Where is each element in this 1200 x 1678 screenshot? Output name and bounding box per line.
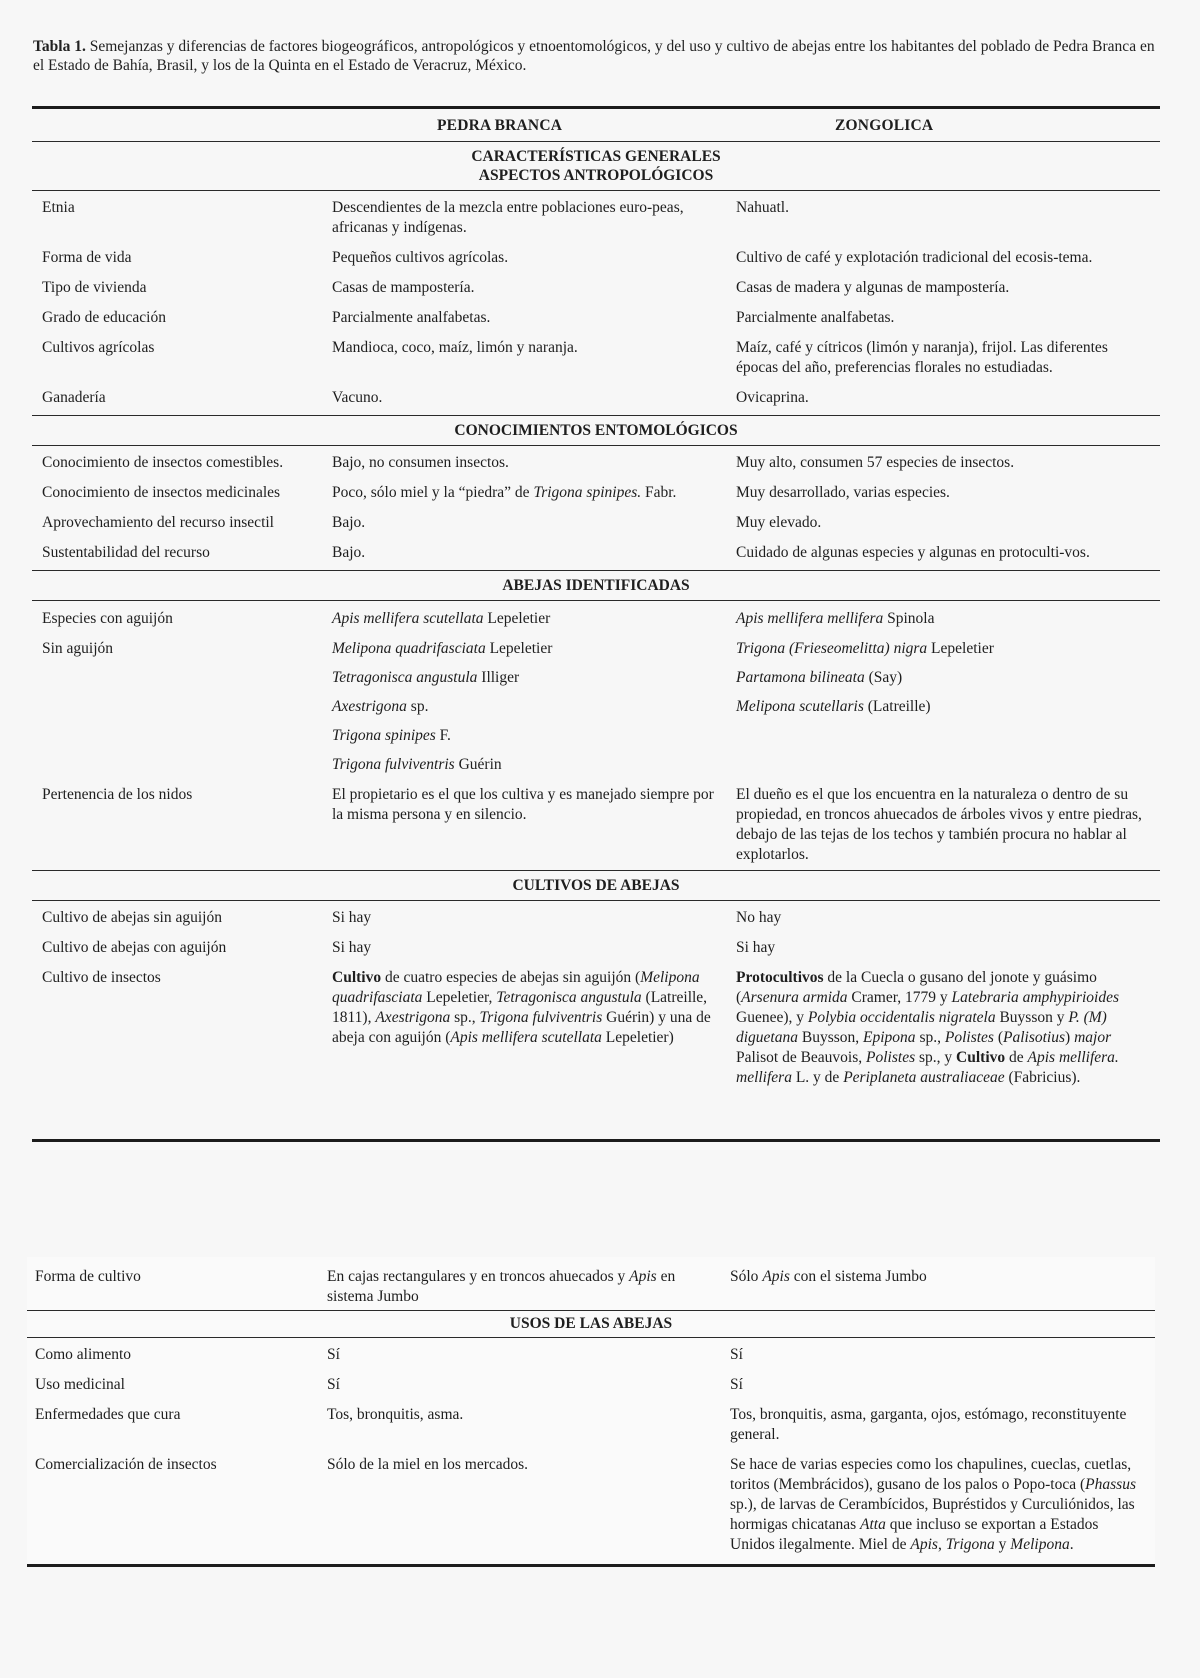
table-row (32, 933, 1160, 963)
species-authority: Guérin (454, 756, 502, 773)
zongolica-cell: Tos, bronquitis, asma, garganta, ojos, estómago, reconstituyente general. (730, 1406, 1127, 1443)
species-name: Arsenura armida (741, 989, 848, 1006)
species-name: Epipona (863, 1029, 916, 1046)
table-row (32, 903, 1160, 933)
pedra-branca-cell: Bajo, no consumen insectos. (332, 454, 509, 471)
cell-text: En cajas rectangulares y en troncos ahuecados y (327, 1268, 630, 1285)
species-name: Periplaneta australiaceae (843, 1069, 1005, 1086)
species-name: Apis mellifera. mellifera (736, 1049, 1119, 1086)
species-name: Polistes (866, 1049, 916, 1066)
pedra-branca-cell (332, 483, 736, 503)
species-name: Trigona fulviventris (332, 756, 455, 773)
pedra-branca-cell: Pequeños cultivos agrícolas. (332, 249, 509, 266)
table-row-nidos (32, 780, 1160, 868)
species-authority: Lepeletier (485, 640, 553, 657)
species-name: Trigona fulviventris (479, 1009, 603, 1026)
zongolica-cell (730, 1455, 1154, 1555)
factor-cell: Etnia (42, 199, 75, 216)
cell-text: Se hace de varias especies como los chapulines, cueclas, cuetlas, toritos (Membrácidos), gusano de los palos o Popo-toca ( (730, 1456, 1132, 1493)
cell-text: sp.), de larvas de Cerambícidos, Bupréstidos y Curculiónidos, las hormigas chicatanas (730, 1496, 1135, 1533)
factor-cell: Cultivos agrícolas (42, 339, 155, 356)
cell-text: de la Cuecla o gusano del jonote y guásimo ( (736, 969, 1097, 1006)
species-name: Apis mellifera scutellata (332, 610, 484, 627)
zongolica-cell: Sí (730, 1376, 743, 1393)
zongolica-cell: Muy elevado. (736, 514, 822, 531)
cell-text: ) (1065, 1029, 1075, 1046)
zongolica-cell: No hay (736, 909, 782, 926)
cell-text: Lepeletier, (422, 989, 497, 1006)
table-row (27, 1400, 1155, 1450)
section-heading-usos: USOS DE LAS ABEJAS (509, 1315, 673, 1332)
pedra-branca-cell: Si hay (332, 909, 372, 926)
cell-text: que incluso se exportan a Estados Unidos ilegalmente. Miel de (730, 1516, 1099, 1553)
zongolica-cell: El dueño es el que los encuentra en la naturaleza o dentro de su propiedad, en troncos ahuecados de árboles vivos y entre piedras, debajo de las tejas de los techos y también procura no hablar al explotarlos. (736, 786, 1142, 863)
pedra-branca-cell: Casas de mampostería. (332, 279, 475, 296)
column-header-pedra-branca: PEDRA BRANCA (437, 117, 563, 134)
species-name: Trigona (945, 1536, 995, 1553)
zongolica-cell: Muy alto, consumen 57 especies de insectos. (736, 454, 1015, 471)
species-name: Trigona spinipes. (533, 484, 642, 501)
pedra-branca-cell (327, 1267, 730, 1307)
section-heading-entomologicos: CONOCIMIENTOS ENTOMOLÓGICOS (454, 422, 738, 439)
section-body-entomologicos (32, 446, 1160, 570)
cell-text: con el sistema Jumbo (789, 1268, 927, 1285)
pedra-branca-cell: Descendientes de la mezcla entre poblaciones euro-peas, africanas y indígenas. (332, 199, 684, 236)
species-name: Partamona bilineata (736, 669, 865, 686)
zongolica-cell: Casas de madera y algunas de mampostería. (736, 279, 1010, 296)
pedra-branca-cell: Mandioca, coco, maíz, limón y naranja. (332, 339, 578, 356)
pedra-branca-cell (332, 668, 736, 688)
species-name: Melipona quadrifasciata (332, 640, 486, 657)
species-name: Tetragonisca angustula (496, 989, 642, 1006)
emphasis-text: Cultivo (956, 1049, 1006, 1066)
zongolica-cell: Sí (730, 1346, 743, 1363)
species-name: Atta (859, 1516, 886, 1533)
species-name: Apis (910, 1536, 938, 1553)
cell-text: (Latreille, 1811), (332, 989, 708, 1026)
section-heading-abejas: ABEJAS IDENTIFICADAS (502, 577, 690, 594)
pedra-branca-cell: Parcialmente analfabetas. (332, 309, 491, 326)
table-row (32, 478, 1160, 508)
zongolica-cell: Si hay (736, 939, 776, 956)
factor-cell: Uso medicinal (35, 1376, 125, 1393)
table-row (27, 1370, 1155, 1400)
cell-text: Palisot de Beauvois, (736, 1049, 867, 1066)
comparison-table-continued (27, 1257, 1155, 1567)
section-heading-cultivos: CULTIVOS DE ABEJAS (512, 877, 680, 894)
caption-text: Semejanzas y diferencias de factores biogeográficos, antropológicos y etnoentomológicos, y del uso y cultivo de abejas entre los habitantes del poblado de Pedra Branca en el Estado de Bahía, Brasil, y los de la Quinta en el Estado de Veracruz, México. (33, 38, 1155, 74)
species-name: Trigona spinipes (332, 727, 436, 744)
table-row-cultivo-insectos (32, 963, 1160, 1093)
zongolica-cell (736, 609, 1160, 629)
species-name: Polybia occidentalis nigratela (807, 1009, 996, 1026)
cell-text: Poco, sólo miel y la “piedra” de (332, 484, 534, 501)
factor-cell: Conocimiento de insectos medicinales (42, 484, 281, 501)
factor-cell (32, 755, 332, 775)
table-caption (33, 37, 1163, 75)
zongolica-cell (736, 968, 1160, 1088)
pedra-branca-cell (332, 968, 736, 1088)
emphasis-text: Protocultivos (736, 969, 824, 986)
table-row-sin-aguijon (32, 664, 1160, 693)
table-row (32, 333, 1160, 383)
table-row-sin-aguijon (32, 751, 1160, 780)
pedra-branca-cell (332, 609, 736, 629)
factor-cell: Especies con aguijón (42, 610, 173, 627)
species-name: Polistes (944, 1029, 994, 1046)
page-bottom-rule (32, 1139, 1160, 1142)
table-bottom-rule (27, 1564, 1155, 1567)
factor-cell (32, 697, 332, 717)
cell-text: Buysson y (995, 1009, 1069, 1026)
cell-text: y (994, 1536, 1011, 1553)
pedra-branca-cell: Tos, bronquitis, asma. (327, 1406, 464, 1423)
factor-cell: Tipo de vivienda (42, 279, 147, 296)
factor-cell: Comercialización de insectos (35, 1456, 217, 1473)
cell-text: L. y de (791, 1069, 844, 1086)
caption-label: Tabla 1. (33, 38, 86, 55)
pedra-branca-cell (332, 639, 736, 659)
cell-text: ( (993, 1029, 1003, 1046)
zongolica-cell: Nahuatl. (736, 199, 789, 216)
species-name: Apis (629, 1268, 657, 1285)
cell-text: sp., (915, 1029, 945, 1046)
species-name: Tetragonisca angustula (332, 669, 478, 686)
species-authority: sp. (406, 698, 429, 715)
species-name: Axestrigona (375, 1009, 451, 1026)
column-header-row (32, 109, 1160, 141)
pedra-branca-cell: Vacuno. (332, 389, 383, 406)
cell-text: de (1005, 1049, 1028, 1066)
section-heading-line: CARACTERÍSTICAS GENERALES (471, 148, 721, 165)
cell-text: de cuatro especies de abejas sin aguijón ( (381, 969, 641, 986)
factor-cell: Pertenencia de los nidos (42, 786, 193, 803)
pedra-branca-cell: Sólo de la miel en los mercados. (327, 1456, 529, 1473)
table-row-con-aguijon (32, 603, 1160, 635)
table-row (32, 448, 1160, 478)
zongolica-cell: Cuidado de algunas especies y algunas en protoculti-vos. (736, 544, 1090, 561)
pedra-branca-cell: Sí (327, 1376, 340, 1393)
species-name: Apis mellifera scutellata (450, 1029, 602, 1046)
table-row-sin-aguijon (32, 693, 1160, 722)
cell-text: sp., y (915, 1049, 957, 1066)
pedra-branca-cell: Si hay (332, 939, 372, 956)
factor-cell (32, 668, 332, 688)
table-row (32, 538, 1160, 568)
factor-cell: Enfermedades que cura (35, 1406, 181, 1423)
factor-cell (32, 726, 332, 746)
zongolica-cell (736, 668, 1160, 688)
section-body-antropologicos (32, 191, 1160, 415)
table-row-forma-cultivo (27, 1257, 1155, 1310)
factor-cell: Ganadería (42, 389, 106, 406)
cell-text: (Fabricius). (1004, 1069, 1081, 1086)
species-name: Palisotius (1003, 1029, 1066, 1046)
factor-cell: Aprovechamiento del recurso insectil (42, 514, 274, 531)
section-body-cultivos (32, 901, 1160, 1093)
table-row (32, 273, 1160, 303)
cell-text: sp., (450, 1009, 480, 1026)
factor-cell: Conocimiento de insectos comestibles. (42, 454, 284, 471)
zongolica-cell (736, 697, 1160, 717)
cell-text: , (937, 1536, 946, 1553)
species-name: Melipona quadrifasciata (332, 969, 700, 1006)
comparison-table (32, 106, 1160, 1142)
pedra-branca-cell: Bajo. (332, 544, 366, 561)
species-name: Axestrigona (332, 698, 407, 715)
factor-cell: Sustentabilidad del recurso (42, 544, 210, 561)
species-name: P. (M) diguetana (736, 1009, 1107, 1046)
zongolica-cell (730, 1267, 1154, 1307)
table-row (32, 508, 1160, 538)
cell-text: Buysson, (798, 1029, 864, 1046)
species-authority: Illiger (477, 669, 520, 686)
species-authority: Lepeletier (927, 640, 994, 657)
zongolica-cell: Maíz, café y cítricos (limón y naranja), frijol. Las diferentes épocas del año, preferencias florales no estudiadas. (736, 339, 1108, 376)
species-name: Phassus (1085, 1476, 1136, 1493)
table-row (32, 383, 1160, 413)
pedra-branca-cell (332, 697, 736, 717)
zongolica-cell (736, 726, 1160, 746)
pedra-branca-cell: Sí (327, 1346, 340, 1363)
species-authority: (Latreille) (863, 698, 931, 715)
species-name: Melipona scutellaris (736, 698, 864, 715)
factor-cell: Grado de educación (42, 309, 166, 326)
zongolica-cell (736, 639, 1160, 659)
zongolica-cell: Ovicaprina. (736, 389, 809, 406)
species-name: Apis (762, 1268, 790, 1285)
section-heading-line: ASPECTOS ANTROPOLÓGICOS (478, 167, 714, 184)
zongolica-cell: Parcialmente analfabetas. (736, 309, 895, 326)
section-body-usos (27, 1338, 1155, 1564)
table-row-sin-aguijon (32, 635, 1160, 664)
cell-text: Guérin) y una de abeja con aguijón ( (332, 1009, 711, 1046)
pedra-branca-cell (332, 755, 736, 775)
cell-text: Lepeletier) (601, 1029, 674, 1046)
factor-cell: Forma de cultivo (35, 1268, 141, 1285)
table-row (32, 303, 1160, 333)
cell-text: Cramer, 1779 y (847, 989, 952, 1006)
factor-cell: Cultivo de abejas con aguijón (42, 939, 227, 956)
cell-text: . (1069, 1536, 1074, 1553)
species-name: Latebraria amphypirioides (951, 989, 1120, 1006)
factor-cell: Como alimento (35, 1346, 132, 1363)
zongolica-cell: Muy desarrollado, varias especies. (736, 484, 950, 501)
species-name: major (1074, 1029, 1112, 1046)
factor-cell: Cultivo de insectos (42, 969, 161, 986)
species-authority: Lepeletier (483, 610, 551, 627)
cell-text: Sólo (730, 1268, 763, 1285)
factor-cell: Sin aguijón (42, 640, 114, 657)
factor-cell: Forma de vida (42, 249, 132, 266)
table-row (32, 243, 1160, 273)
section-body-abejas (32, 601, 1160, 870)
column-header-zongolica: ZONGOLICA (835, 117, 934, 134)
species-authority: Spinola (883, 610, 935, 627)
species-authority: F. (435, 727, 451, 744)
cell-text: Fabr. (641, 484, 677, 501)
cell-text: en sistema Jumbo (327, 1268, 676, 1305)
species-name: Apis mellifera mellifera (736, 610, 884, 627)
table-row-sin-aguijon (32, 722, 1160, 751)
pedra-branca-cell (332, 726, 736, 746)
species-authority: (Say) (864, 669, 903, 686)
emphasis-text: Cultivo (332, 969, 382, 986)
pedra-branca-cell: El propietario es el que los cultiva y es manejado siempre por la misma persona y en silencio. (332, 786, 714, 823)
species-name: Trigona (Frieseomelitta) nigra (736, 640, 928, 657)
table-row-comercializacion (27, 1450, 1155, 1560)
section-heading-general (32, 142, 1160, 190)
table-row (27, 1340, 1155, 1370)
factor-cell: Cultivo de abejas sin aguijón (42, 909, 222, 926)
species-name: Melipona (1010, 1536, 1070, 1553)
zongolica-cell (736, 755, 1160, 775)
pedra-branca-cell: Bajo. (332, 514, 366, 531)
zongolica-cell: Cultivo de café y explotación tradicional del ecosis-tema. (736, 249, 1093, 266)
table-row (32, 193, 1160, 243)
cell-text: Guenee), y (736, 1009, 808, 1026)
